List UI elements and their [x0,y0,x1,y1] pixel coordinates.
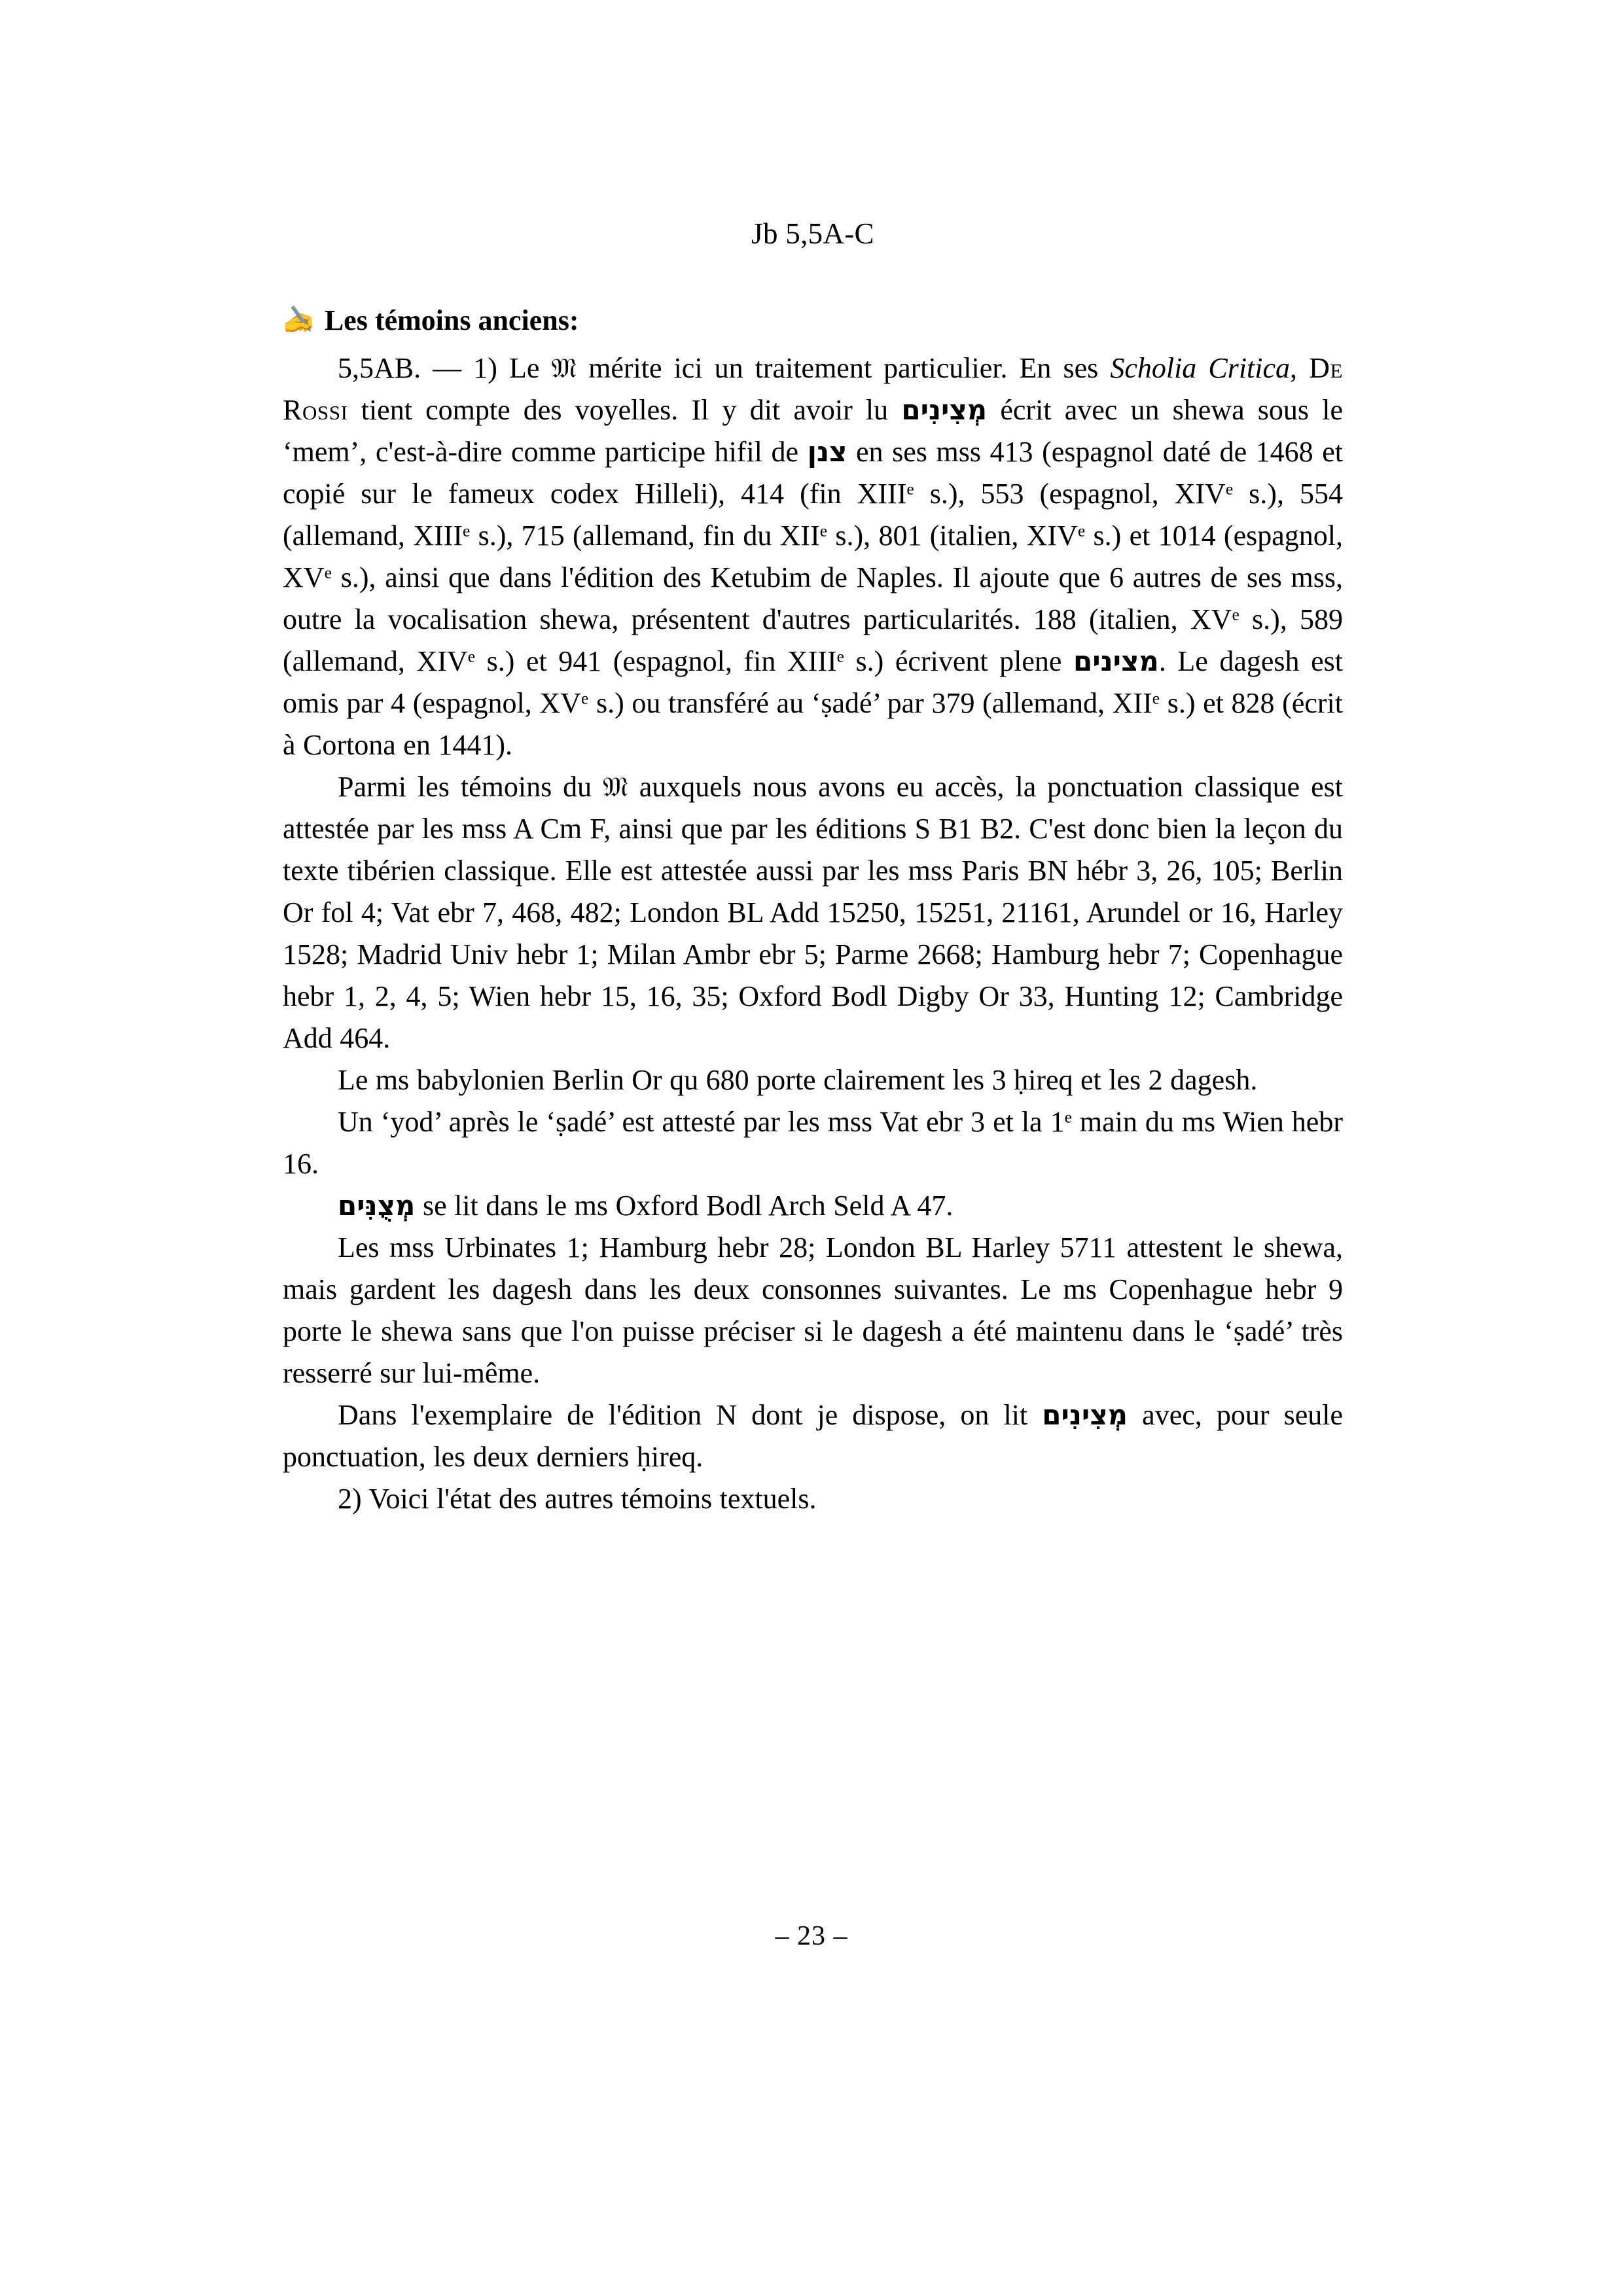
page-number: – 23 – [775,1921,848,1951]
writing-hand-icon: ✍ [283,305,315,334]
text-run: s.) et 1014 (espagnol, XV [283,520,1343,594]
ordinal-suffix: e [467,646,476,666]
hebrew-word: מְצֻנִּים [338,1190,416,1222]
text-run: Un ‘yod’ après le ‘ṣadé’ est attesté par les mss Vat ebr 3 et la 1 [338,1106,1065,1139]
text-run: , [1290,352,1310,384]
hebrew-word: צנן [807,436,847,468]
text-run: Dans l'exemplaire de l'édition N dont je dispose, on lit [338,1399,1043,1432]
text-run: Parmi les témoins du [338,771,603,804]
text-run: s.), 715 (allemand, fin du XII [470,520,820,552]
text-run: . Le dagesh est omis par 4 (espagnol, XV [283,645,1344,720]
text-run: main du ms Wien hebr 16. [283,1106,1343,1180]
running-head: Jb 5,5A-C [751,217,874,250]
ordinal-suffix: e [324,563,332,582]
ordinal-suffix: e [1064,1108,1072,1127]
hebrew-word: מצינים [1073,645,1159,678]
text-run: s.) et 828 (écrit à Cortona en 1441). [283,687,1343,762]
text-run: mérite ici un traitement particulier. En ses [577,352,1111,384]
text-run: avec, pour seule ponctuation, les deux derniers ḥireq. [283,1399,1343,1474]
page-content [283,216,1343,1520]
text-run: en ses mss 413 (espagnol daté de 1468 et copié sur le fameux codex Hilleli), 414 (fin XIII [283,436,1344,510]
text-run: écrit avec un shewa sous le ‘mem’, c'est-à-dire comme participe hifil de [283,394,1343,468]
text-run: se lit dans le ms Oxford Bodl Arch Seld A 47. [415,1190,954,1222]
paragraph-8: 2) Voici l'état des autres témoins textuels. [338,1483,817,1515]
text-run: s.), 554 (allemand, XIII [283,478,1343,552]
text-run: s.) écrivent plene [844,645,1073,678]
ordinal-suffix: e [580,688,589,708]
paragraph-5 [283,1185,1343,1227]
text-run: s.), 801 (italien, XIV [827,520,1078,552]
hebrew-word: מְצִינִים [901,394,988,427]
masoretic-siglum: 𝔐 [551,352,577,384]
text-run: s.), 553 (espagnol, XIV [914,478,1226,510]
text-run: 5,5AB. — 1) Le [338,352,552,384]
paragraph-7 [283,1394,1343,1478]
italic-title: Scholia Critica [1110,352,1291,384]
section-heading [283,302,1343,338]
text-run: s.) et 941 (espagnol, fin XIII [475,645,837,678]
text-run: s.), 589 (allemand, XIV [283,603,1344,678]
paragraph-1 [283,347,1343,766]
ordinal-suffix: e [1152,688,1160,708]
ordinal-suffix: e [836,646,844,666]
ordinal-suffix: e [906,479,914,499]
section-heading-label: Les témoins anciens: [324,304,579,336]
hebrew-word: מְצִינִים [1042,1399,1128,1432]
paragraph-6: Les mss Urbinates 1; Hamburg hebr 28; London BL Harley 5711 attestent le shewa, mais gardent les dagesh dans les deux consonnes suivantes. Le ms Copenhague hebr 9 porte le shewa sans que l'on puisse préciser si le dagesh a été maintenu dans le ‘ṣadé’ très resserré sur lui-même. [283,1231,1343,1390]
text-run: s.), ainsi que dans l'édition des Ketubim de Naples. Il ajoute que 6 autres de ses mss, outre la vocalisation shewa, présentent d'autres particularités. 188 (italien, XV [283,561,1343,636]
paragraph-3: Le ms babylonien Berlin Or qu 680 porte clairement les 3 ḥireq et les 2 dagesh. [338,1064,1258,1097]
paragraph-2 [283,766,1343,1059]
masoretic-siglum: 𝔐 [603,771,628,804]
paragraph-4 [283,1101,1343,1185]
ordinal-suffix: e [462,521,471,540]
ordinal-suffix: e [819,521,828,540]
ordinal-suffix: e [1077,521,1086,540]
text-run: auxquels nous avons eu accès, la ponctuation classique est attestée par les mss A Cm F, ainsi que par les éditions S B1 B2. C'est donc bien la leçon du texte tibérien classique. Elle est attestée aussi par les mss Paris BN hébr 3, 26, 105; Berlin Or fol 4; Vat ebr 7, 468, 482; London BL Add 15250, 15251, 21161, Arundel or 16, Harley 1528; Madrid Univ hebr 1; Milan Ambr ebr 5; Parme 2668; Hamburg hebr 7; Copenhague hebr 1, 2, 4, 5; Wien hebr 15, 16, 35; Oxford Bodl Digby Or 33, Hunting 12; Cambridge Add 464. [283,771,1343,1055]
text-run: s.) ou transféré au ‘ṣadé’ par 379 (allemand, XII [588,687,1152,720]
ordinal-suffix: e [1225,479,1234,499]
text-run: tient compte des voyelles. Il y dit avoir lu [348,394,902,427]
ordinal-suffix: e [1232,605,1240,624]
smallcaps-name: De Rossi [283,352,1344,427]
